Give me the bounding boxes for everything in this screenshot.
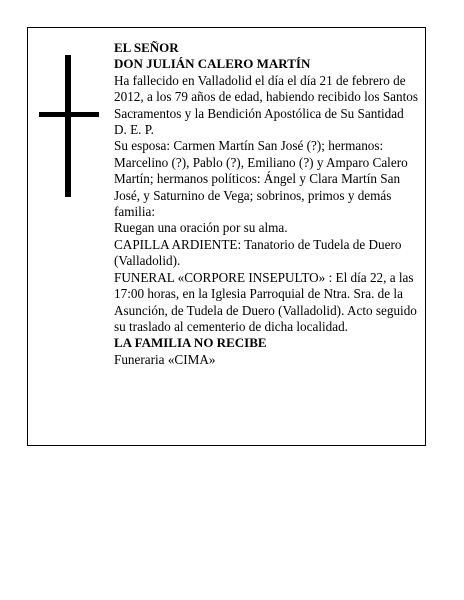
dep-line: D. E. P. <box>114 122 154 138</box>
latin-cross-icon <box>39 55 99 197</box>
title-line-1: EL SEÑOR <box>114 40 179 55</box>
cross-horizontal-bar <box>39 112 99 117</box>
notice-text <box>114 40 426 368</box>
deceased-name: DON JULIÁN CALERO MARTÍN <box>114 56 311 72</box>
cross-vertical-bar <box>65 55 71 197</box>
announcement-paragraph: Ha fallecido en Valladolid el día el día 21 de febrero de 2012, a los 79 años de edad, habiendo recibido los Santos Sacramentos y la Bendición Apostólica de Su Santidad <box>114 72 418 121</box>
family-paragraph: Su esposa: Carmen Martín San José (?); hermanos: Marcelino (?), Pablo (?), Emiliano (?) y Amparo Calero Martín; hermanos políticos: Ángel y Clara Martín San José, y Saturnino de Vega; sobrinos, primos y demás familia: <box>114 138 408 220</box>
prayer-line: Ruegan una oración por su alma. <box>114 220 288 236</box>
obituary-notice <box>27 27 426 446</box>
funeral-home-line: Funeraria «CIMA» <box>114 351 216 367</box>
chapel-paragraph: CAPILLA ARDIENTE: Tanatorio de Tudela de Duero (Valladolid). <box>114 236 402 269</box>
no-receive-line: LA FAMILIA NO RECIBE <box>114 335 267 351</box>
funeral-paragraph: FUNERAL «CORPORE INSEPULTO» : El día 22, a las 17:00 horas, en la Iglesia Parroquial de Ntra. Sra. de la Asunción, de Tudela de Duero (Valladolid). Acto seguido su traslado al cementerio de dicha localidad. <box>114 269 417 334</box>
